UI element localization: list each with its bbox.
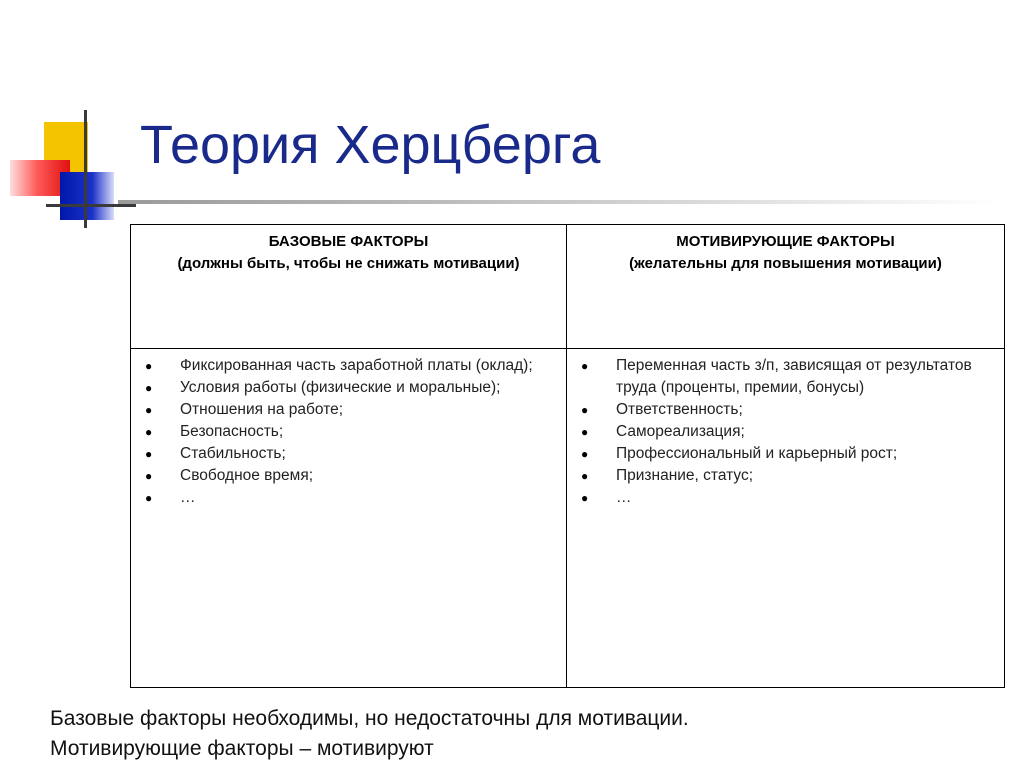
motivating-factors-cell [567, 349, 1004, 687]
bullet-icon: ● [145, 381, 153, 395]
list-item [141, 465, 556, 487]
basic-factors-cell [131, 349, 567, 687]
motivating-factors-subheading: (желательны для повышения мотивации) [629, 255, 942, 272]
title-underline [118, 200, 998, 204]
slide-decoration-logo [0, 0, 140, 240]
bullet-icon: ● [581, 403, 589, 417]
bullet-icon: ● [145, 447, 153, 461]
list-item-text: Свободное время; [180, 467, 314, 484]
list-item-text: Ответственность; [616, 401, 743, 418]
list-item [577, 465, 994, 487]
blue-square-decoration [60, 172, 114, 220]
motivating-factors-heading: МОТИВИРУЮЩИЕ ФАКТОРЫ [676, 233, 895, 250]
list-item-text: Профессиональный и карьерный рост; [616, 445, 898, 462]
bullet-icon: ● [581, 491, 589, 505]
bullet-icon: ● [581, 359, 589, 373]
list-item [577, 399, 994, 421]
list-item-text: Безопасность; [180, 423, 284, 440]
list-item [141, 487, 556, 509]
bullet-icon: ● [145, 425, 153, 439]
list-item [577, 443, 994, 465]
basic-factors-subheading: (должны быть, чтобы не снижать мотивации) [177, 255, 520, 272]
slide-footer [50, 704, 689, 764]
basic-factors-header [131, 225, 567, 349]
motivating-factors-header [567, 225, 1004, 349]
list-item-text: Признание, статус; [616, 467, 754, 484]
bullet-icon: ● [581, 425, 589, 439]
list-item [577, 355, 994, 399]
list-item [141, 377, 556, 399]
basic-factors-heading: БАЗОВЫЕ ФАКТОРЫ [268, 233, 429, 250]
list-item [141, 399, 556, 421]
footer-line-basic: Базовые факторы необходимы, но недостаточны для мотивации. [50, 707, 689, 730]
list-item [577, 421, 994, 443]
bullet-icon: ● [145, 359, 153, 373]
list-item-text: … [616, 489, 632, 506]
motivating-factors-list [577, 355, 994, 509]
list-item-text: Отношения на работе; [180, 401, 344, 418]
basic-factors-list [141, 355, 556, 509]
list-item [141, 355, 556, 377]
list-item [141, 443, 556, 465]
bullet-icon: ● [581, 469, 589, 483]
list-item [141, 421, 556, 443]
list-item-text: Условия работы (физические и моральные); [180, 379, 501, 396]
footer-line-motivating: Мотивирующие факторы – мотивируют [50, 737, 434, 760]
vertical-line-decoration [84, 110, 87, 228]
list-item-text: Переменная часть з/п, зависящая от результатов труда (проценты, премии, бонусы) [616, 357, 972, 396]
list-item-text: … [180, 489, 196, 506]
bullet-icon: ● [581, 447, 589, 461]
list-item-text: Стабильность; [180, 445, 286, 462]
list-item-text: Фиксированная часть заработной платы (оклад); [180, 357, 533, 374]
slide-title: Теория Херцберга [140, 115, 601, 175]
bullet-icon: ● [145, 469, 153, 483]
factors-table [130, 224, 1005, 688]
list-item-text: Самореализация; [616, 423, 745, 440]
bullet-icon: ● [145, 403, 153, 417]
list-item [577, 487, 994, 509]
bullet-icon: ● [145, 491, 153, 505]
horizontal-line-decoration [46, 204, 136, 207]
